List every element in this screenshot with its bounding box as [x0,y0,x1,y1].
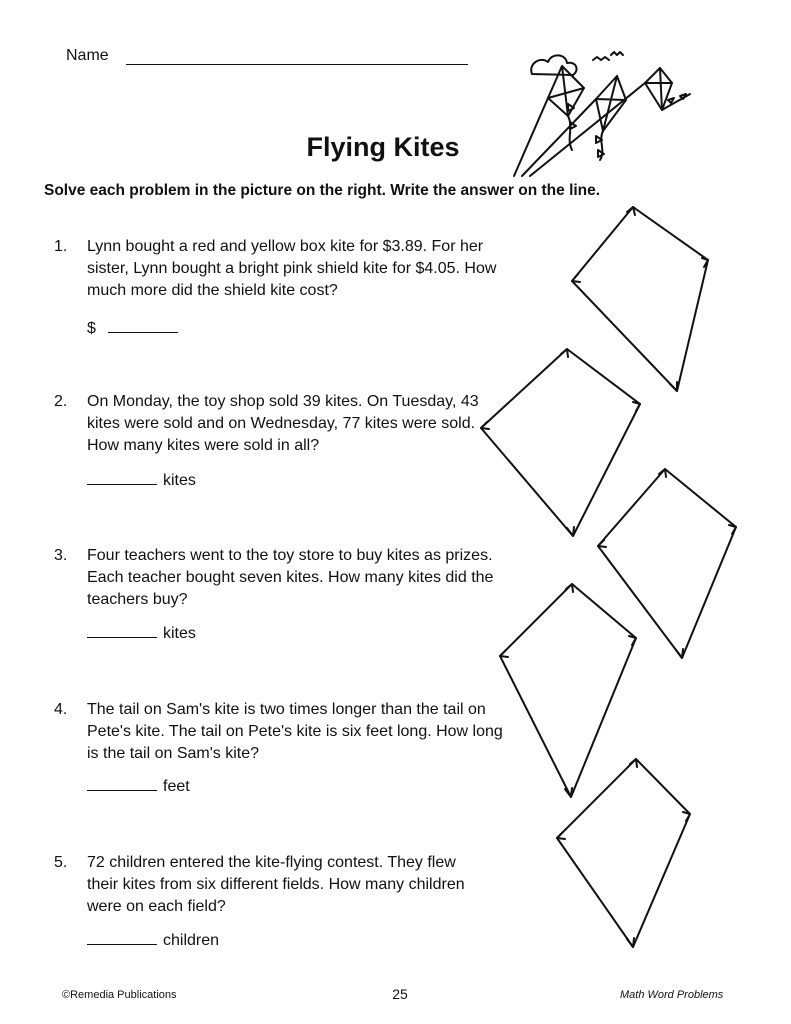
answer-unit: kites [163,625,196,642]
instructions: Solve each problem in the picture on the right. Write the answer on the line. [44,182,601,199]
kite-outline-icon-5 [557,759,690,947]
answer-unit: feet [163,778,190,795]
answer-line-2[interactable] [87,472,196,490]
answer-unit: children [163,932,220,949]
answer-line-3[interactable] [87,625,196,643]
footer-publisher: ©Remedia Publications [62,989,177,1001]
page-number: 25 [392,986,408,1002]
footer-book-title: Math Word Problems [620,989,724,1001]
problem-number: 1. [54,238,68,255]
problem-text: Four teachers went to the toy store to buy kites as prizes. Each teacher bought seven kites. How many kites did the teachers buy? [87,547,494,608]
page-title: Flying Kites [306,132,460,162]
kite-outline-icon-3 [598,469,736,658]
problem-text: The tail on Sam's kite is two times longer than the tail on Pete's kite. The tail on Pete's kite is six feet long. How long is the tail on Sam's kite? [87,701,503,762]
answer-blank[interactable] [108,332,178,333]
problem-number: 5. [54,854,68,871]
problem-text: 72 children entered the kite-flying contest. They flew their kites from six different fields. How many children were on each field? [87,854,465,915]
kite-outline-icon-4 [500,584,636,797]
kites-clipart-icon [514,52,690,176]
name-label: Name [66,47,109,64]
problem-number: 3. [54,547,68,564]
problem-text: Lynn bought a red and yellow box kite for $3.89. For her sister, Lynn bought a bright pink shield kite for $4.05. How much more did the shield kite cost? [87,238,497,299]
problem-number: 4. [54,701,68,718]
problem-number: 2. [54,393,68,410]
answer-prefix: $ [87,320,96,337]
problem-text: On Monday, the toy shop sold 39 kites. On Tuesday, 43 kites were sold and on Wednesday, 77 kites were sold. How many kites were sold in all? [87,393,479,454]
answer-blank[interactable] [87,637,157,638]
answer-blank[interactable] [87,484,157,485]
kite-outline-icon-1 [572,207,708,391]
answer-line-5[interactable] [87,932,219,950]
answer-line-4[interactable] [87,778,190,796]
answer-blank[interactable] [87,944,157,945]
answer-unit: kites [163,472,196,489]
answer-line-1[interactable] [87,320,178,338]
answer-blank[interactable] [87,790,157,791]
